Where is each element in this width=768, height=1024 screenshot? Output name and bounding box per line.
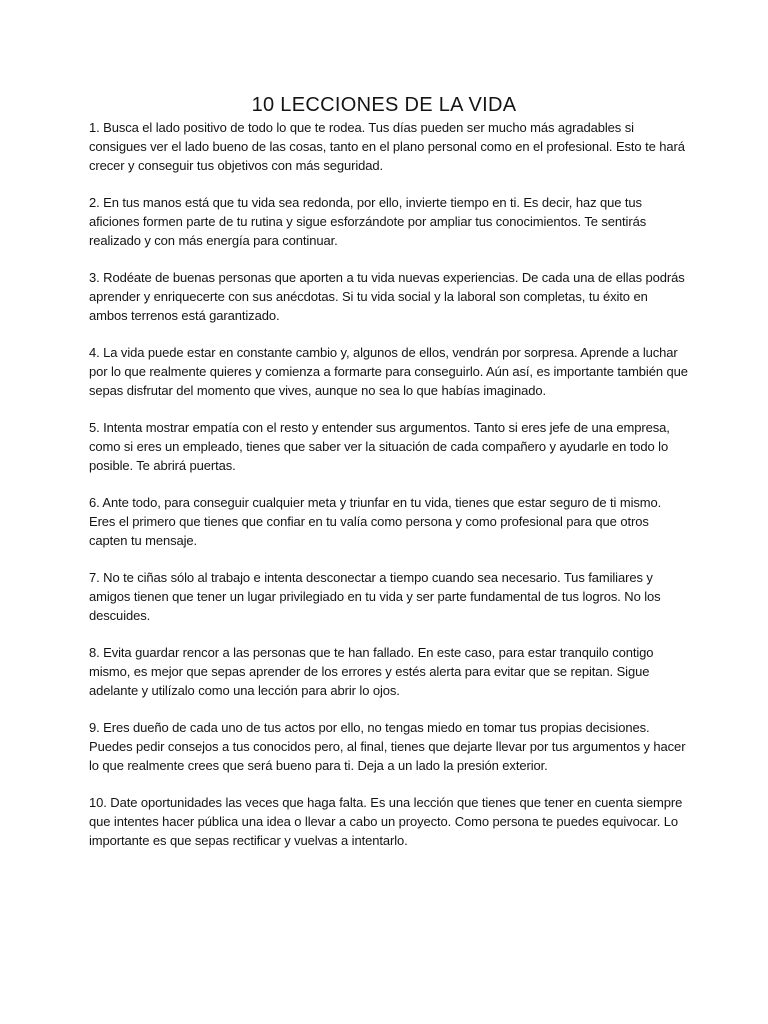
lesson-6: 6. Ante todo, para conseguir cualquier meta y triunfar en tu vida, tienes que estar seguro de ti mismo. Eres el primero que tienes que confiar en tu valía como persona y como profesional para que otros capten tu mensaje. — [89, 495, 662, 548]
lesson-5: 5. Intenta mostrar empatía con el resto y entender sus argumentos. Tanto si eres jefe de una empresa, como si eres un empleado, tienes que saber ver la situación de cada compañero y ayudarle en todo lo posible. Te abrirá puertas. — [89, 420, 670, 473]
lesson-1: 1. Busca el lado positivo de todo lo que te rodea. Tus días pueden ser mucho más agradables si consigues ver el lado bueno de las cosas, tanto en el plano personal como en el profesional. Esto te hará crecer y conseguir tus objetivos con más seguridad. — [89, 120, 685, 173]
lesson-7: 7. No te ciñas sólo al trabajo e intenta desconectar a tiempo cuando sea necesario. Tus familiares y amigos tienen que tener un lugar privilegiado en tu vida y ser parte fundamental de tus logros. No los descuides. — [89, 570, 661, 623]
lesson-4: 4. La vida puede estar en constante cambio y, algunos de ellos, vendrán por sorpresa. Aprende a luchar por lo que realmente quieres y comienza a formarte para conseguirlo. Aún así, es importante también que sepas disfrutar del momento que vives, aunque no sea lo que habías imaginado. — [89, 345, 688, 398]
lesson-3: 3. Rodéate de buenas personas que aporten a tu vida nuevas experiencias. De cada una de ellas podrás aprender y enriquecerte con sus anécdotas. Si tu vida social y la laboral son completas, tu éxito en ambos terrenos está garantizado. — [89, 270, 685, 323]
document-title: 10 LECCIONES DE LA VIDA — [251, 94, 517, 116]
lesson-10: 10. Date oportunidades las veces que haga falta. Es una lección que tienes que tener en cuenta siempre que intentes hacer pública una idea o llevar a cabo un proyecto. Como persona te puedes equivocar. Lo importante es que sepas rectificar y vuelvas a intentarlo. — [89, 795, 683, 848]
lessons-list — [89, 118, 689, 868]
lesson-8: 8. Evita guardar rencor a las personas que te han fallado. En este caso, para estar tranquilo contigo mismo, es mejor que sepas aprender de los errores y estés alerta para evitar que se repitan. Sigue adelante y utilízalo como una lección para abrir lo ojos. — [89, 645, 654, 698]
lesson-2: 2. En tus manos está que tu vida sea redonda, por ello, invierte tiempo en ti. Es decir, haz que tus aficiones formen parte de tu rutina y sigue esforzándote por ampliar tus conocimientos. Te sentirás realizado y con más energía para continuar. — [89, 195, 647, 248]
lesson-9: 9. Eres dueño de cada uno de tus actos por ello, no tengas miedo en tomar tus propias decisiones. Puedes pedir consejos a tus conocidos pero, al final, tienes que dejarte llevar por tus argumentos y hacer lo que realmente crees que será bueno para ti. Deja a un lado la presión exterior. — [89, 720, 686, 773]
